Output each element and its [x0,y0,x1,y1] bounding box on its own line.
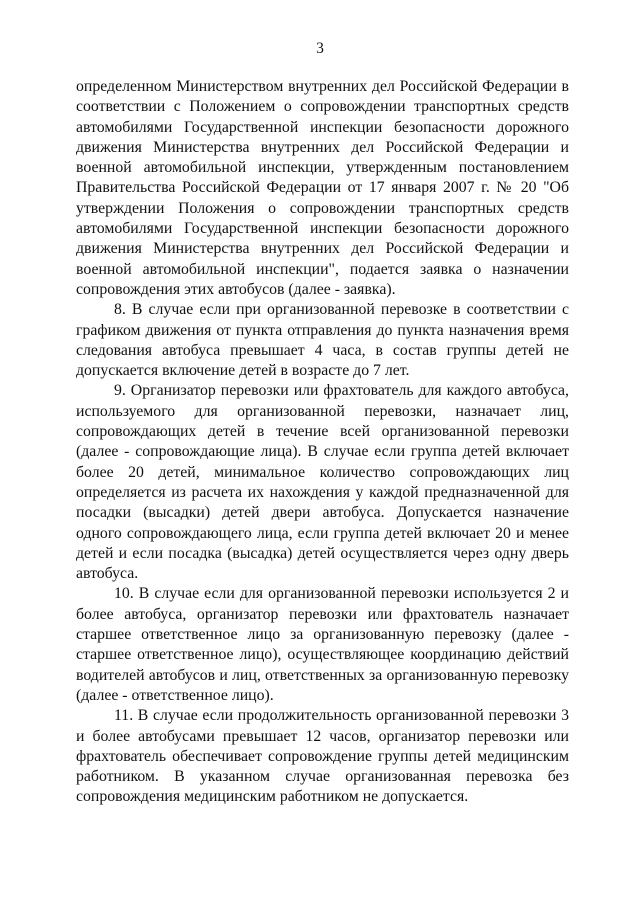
document-body [76,77,569,808]
paragraph-item-10: 10. В случае если для организованной перевозки используется 2 и более автобуса, организатор перевозки или фрахтователь назначает старшее ответственное лицо за организованную перевозку (далее - старшее ответственное лицо), осуществляющее координацию действий водителей автобусов и лиц, ответственных за организованную перевозку (далее - ответственное лицо). [76,585,569,704]
paragraph-item-11: 11. В случае если продолжительность организованной перевозки 3 и более автобусами превышает 12 часов, организатор перевозки или фрахтователь обеспечивает сопровождение группы детей медицинским работником. В указанном случае организованная перевозка без сопровождения медицинским работником не допускается. [76,707,569,806]
page-number: 3 [316,40,324,57]
paragraph-item-9: 9. Организатор перевозки или фрахтователь для каждого автобуса, используемого для организованной перевозки, назначает лиц, сопровождающих детей в течение всей организованной перевозки (далее - сопровождающие лица). В случае если группа детей включает более 20 детей, минимальное количество сопровождающих лиц определяется из расчета их нахождения у каждой предназначенной для посадки (высадки) детей двери автобуса. Допускается назначение одного сопровождающего лица, если группа детей включает 20 и менее детей и если посадка (высадка) детей осуществляется через одну дверь автобуса. [76,382,569,583]
paragraph-continuation: определенном Министерством внутренних дел Российской Федерации в соответствии с Положением о сопровождении транспортных средств автомобилями Государственной инспекции безопасности дорожного движения Министерства внутренних дел Российской Федерации и военной автомобильной инспекции, утвержденным постановлением Правительства Российской Федерации от 17 января 2007 г. № 20 "Об утверждении Положения о сопровождении транспортных средств автомобилями Государственной инспекции безопасности дорожного движения Министерства внутренних дел Российской Федерации и военной автомобильной инспекции", подается заявка о назначении сопровождения этих автобусов (далее - заявка). [76,78,569,298]
paragraph-item-8: 8. В случае если при организованной перевозке в соответствии с графиком движения от пункта отправления до пункта назначения время следования автобуса превышает 4 часа, в состав группы детей не допускается включение детей в возрасте до 7 лет. [76,301,569,380]
